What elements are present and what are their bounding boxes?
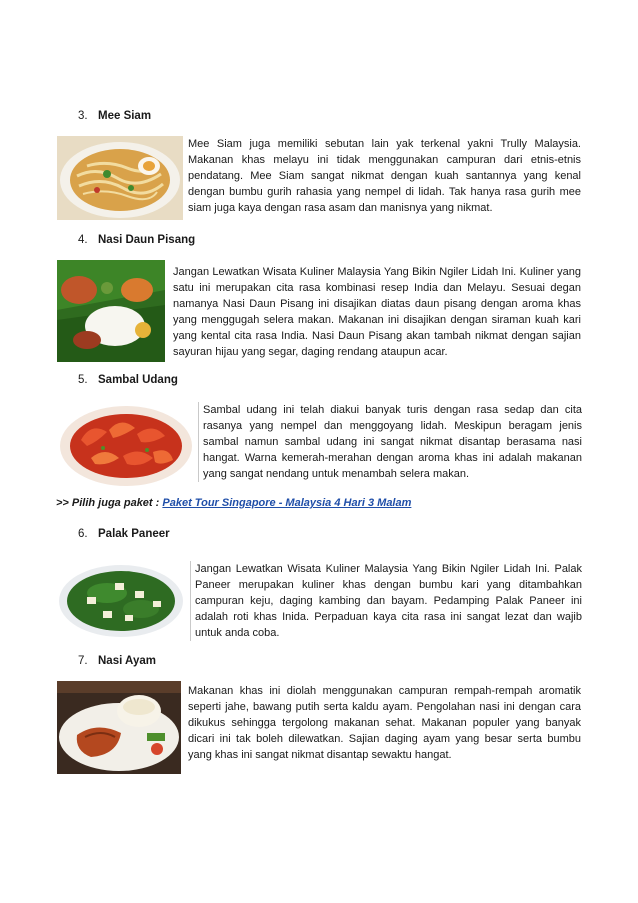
item-heading-nasi-ayam xyxy=(78,655,156,667)
promo-link[interactable]: Paket Tour Singapore - Malaysia 4 Hari 3 Malam xyxy=(162,497,412,509)
promo-prefix: >> Pilih juga paket : xyxy=(56,497,163,509)
item-title: Mee Siam xyxy=(98,110,152,122)
nasi-ayam-photo xyxy=(57,681,181,774)
mee-siam-photo xyxy=(57,136,183,220)
item-number: 4. xyxy=(78,234,88,246)
item-title: Nasi Daun Pisang xyxy=(98,234,196,246)
item-title: Palak Paneer xyxy=(98,528,170,540)
item-heading-palak-paneer xyxy=(78,528,170,540)
item-number: 7. xyxy=(78,655,88,667)
item-heading-mee-siam xyxy=(78,110,151,122)
item-title: Nasi Ayam xyxy=(98,655,156,667)
item-description-nasi-daun-pisang: Jangan Lewatkan Wisata Kuliner Malaysia Yang Bikin Ngiler Lidah Ini. Kuliner yang satu ini merupakan cita rasa kombinasi resep India dan Melayu. Sesuai degan namanya Nasi Daun Pisang ini disajikan diatas daun pisang dengan aroma khas yang menggugah selera makan. Makanan ini disajikan dengan siraman kuah kari yang kental cita rasa India. Nasi Daun Pisang akan tambah nikmat dengan sajian sayuran hijau yang segar, daging rendang ataupun acar. xyxy=(173,266,581,358)
promo-line xyxy=(56,497,411,509)
item-number: 6. xyxy=(78,528,88,540)
item-heading-sambal-udang xyxy=(78,374,178,386)
item-description-palak-paneer: Jangan Lewatkan Wisata Kuliner Malaysia Yang Bikin Ngiler Lidah Ini. Palak Paneer merupakan kuliner khas dengan bumbu kari yang ditambahkan campuran keju, daging kambing dan bayam. Pedamping Palak Paneer ini adalah roti khas Inida. Perpaduan kaya cita rasa ini sangat lezat dan wajib untuk anda coba. xyxy=(190,561,582,641)
item-description-nasi-ayam: Makanan khas ini diolah menggunakan campuran rempah-rempah aromatik seperti jahe, bawang putih serta kaldu ayam. Pengolahan nasi ini dengan cara dikukus sehingga tergolong makanan sehat. Makanan populer yang banyak dicari ini tak boleh dilewatkan. Sajian daging ayam yang besar serta bumbu yang khas ini sangat nikmat disantap sewaktu hangat. xyxy=(188,685,581,761)
item-heading-nasi-daun-pisang xyxy=(78,234,195,246)
nasi-daun-pisang-photo xyxy=(57,260,165,362)
item-number: 5. xyxy=(78,374,88,386)
palak-paneer-photo xyxy=(57,559,186,639)
item-title: Sambal Udang xyxy=(98,374,178,386)
item-description-sambal-udang: Sambal udang ini telah diakui banyak turis dengan rasa sedap dan cita rasanya yang nempel dan menggoyang lidah. Meskipun beragam jenis sambal namun sambal udang ini sangat nikmat disantap berasama nasi hangat. Warna kemerah-merahan dengan aroma khas ini adalah makanan yang sangat nendang untuk menambah selera makan. xyxy=(198,402,582,482)
item-number: 3. xyxy=(78,110,88,122)
item-description-mee-siam: Mee Siam juga memiliki sebutan lain yak terkenal yakni Trully Malaysia. Makanan khas melayu ini tidak menggunakan campuran dari etnis-etnis pendatang. Mee Siam sangat nikmat dengan kuah santannya yang kenal dengan bumbu gurih rahasia yang nempel di lidah. Tak hanya rasa gurih mee siam juga kaya dengan rasa asam dan manisnya yang nikmat. xyxy=(188,138,581,214)
sambal-udang-photo xyxy=(57,400,195,488)
